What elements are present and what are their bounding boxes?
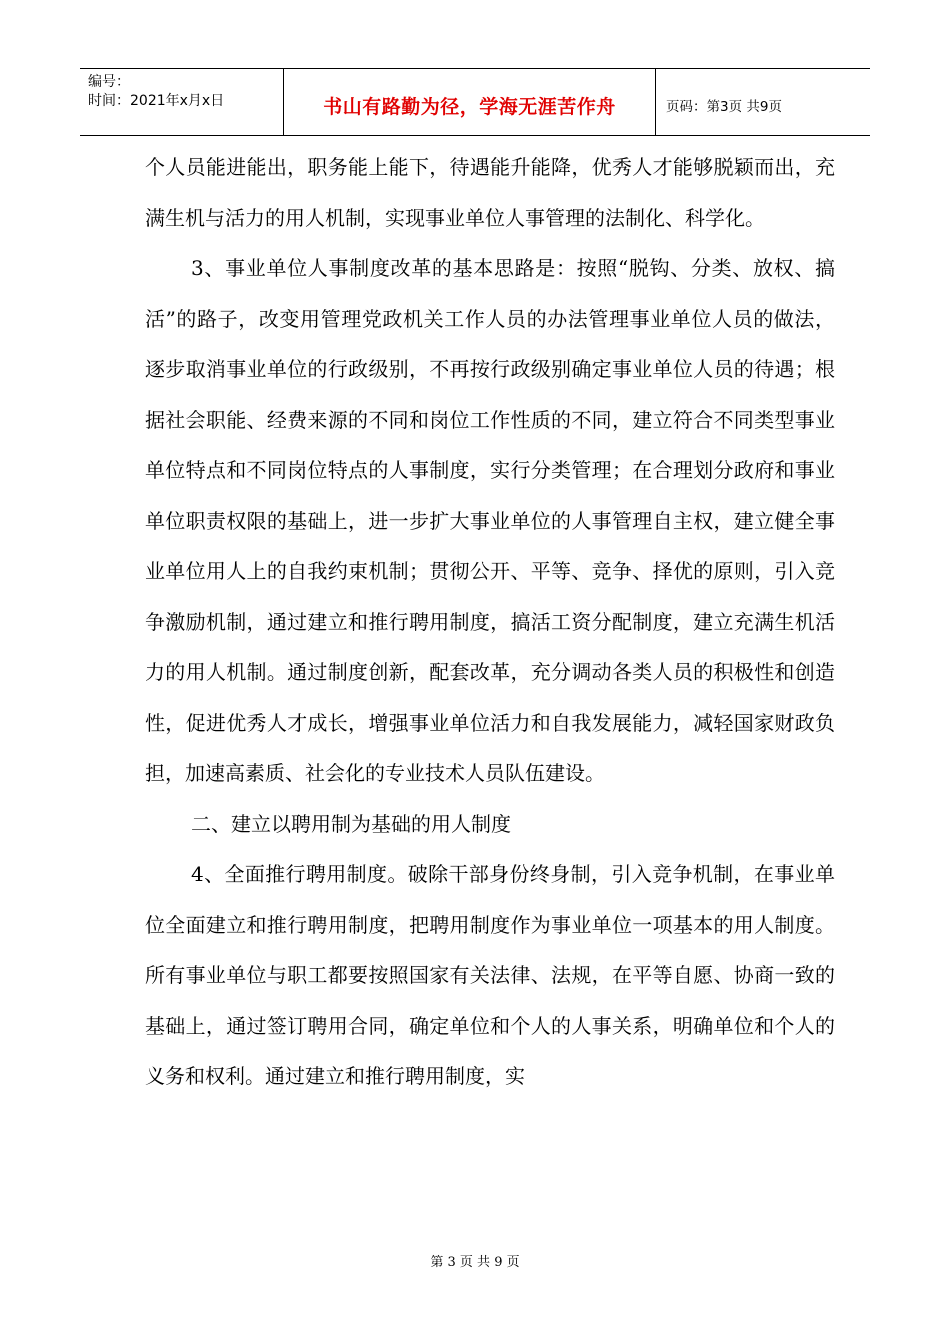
header-page-cell — [656, 69, 870, 135]
section-heading-2: 二、建立以聘用制为基础的用人制度 — [191, 811, 511, 836]
paragraph-item-4: 4、全面推行聘用制度。破除干部身份终身制，引入竞争机制，在事业单位全面建立和推行聘用制度，把聘用制度作为事业单位一项基本的用人制度。所有事业单位与职工都要按照国家有关法律、法规，在平等自愿、协商一致的基础上，通过签订聘用合同，确定单位和个人的人事关系，明确单位和个人的义务和权利。通过建立和推行聘用制度，实 — [145, 862, 835, 1088]
document-body — [145, 142, 835, 1102]
motto-text: 书山有路勤为径，学海无涯苦作舟 — [323, 95, 616, 118]
header-motto-cell — [284, 69, 656, 135]
header-meta-cell — [80, 69, 284, 135]
serial-number-label: 编号： — [88, 74, 130, 90]
page-footer — [0, 1251, 950, 1270]
header-page-info: 页码：第3页 共9页 — [666, 99, 782, 115]
paragraph-continuation: 个人员能进能出，职务能上能下，待遇能升能降，优秀人才能够脱颖而出，充满生机与活力的用人机制，实现事业单位人事管理的法制化、科学化。 — [145, 155, 835, 230]
document-header — [80, 68, 870, 136]
date-label: 时间：2021年x月x日 — [88, 93, 225, 109]
paragraph-item-3: 3、事业单位人事制度改革的基本思路是：按照“脱钩、分类、放权、搞活”的路子，改变用管理党政机关工作人员的办法管理事业单位人员的做法，逐步取消事业单位的行政级别，不再按行政级别确定事业单位人员的待遇；根据社会职能、经费来源的不同和岗位工作性质的不同，建立符合不同类型事业单位特点和不同岗位特点的人事制度，实行分类管理；在合理划分政府和事业单位职责权限的基础上，进一步扩大事业单位的人事管理自主权，建立健全事业单位用人上的自我约束机制；贯彻公开、平等、竞争、择优的原则，引入竞争激励机制，通过建立和推行聘用制度，搞活工资分配制度，建立充满生机活力的用人机制。通过制度创新，配套改革，充分调动各类人员的积极性和创造性，促进优秀人才成长，增强事业单位活力和自我发展能力，减轻国家财政负担，加速高素质、社会化的专业技术人员队伍建设。 — [145, 256, 835, 785]
footer-page-number: 第 3 页 共 9 页 — [430, 1255, 520, 1270]
